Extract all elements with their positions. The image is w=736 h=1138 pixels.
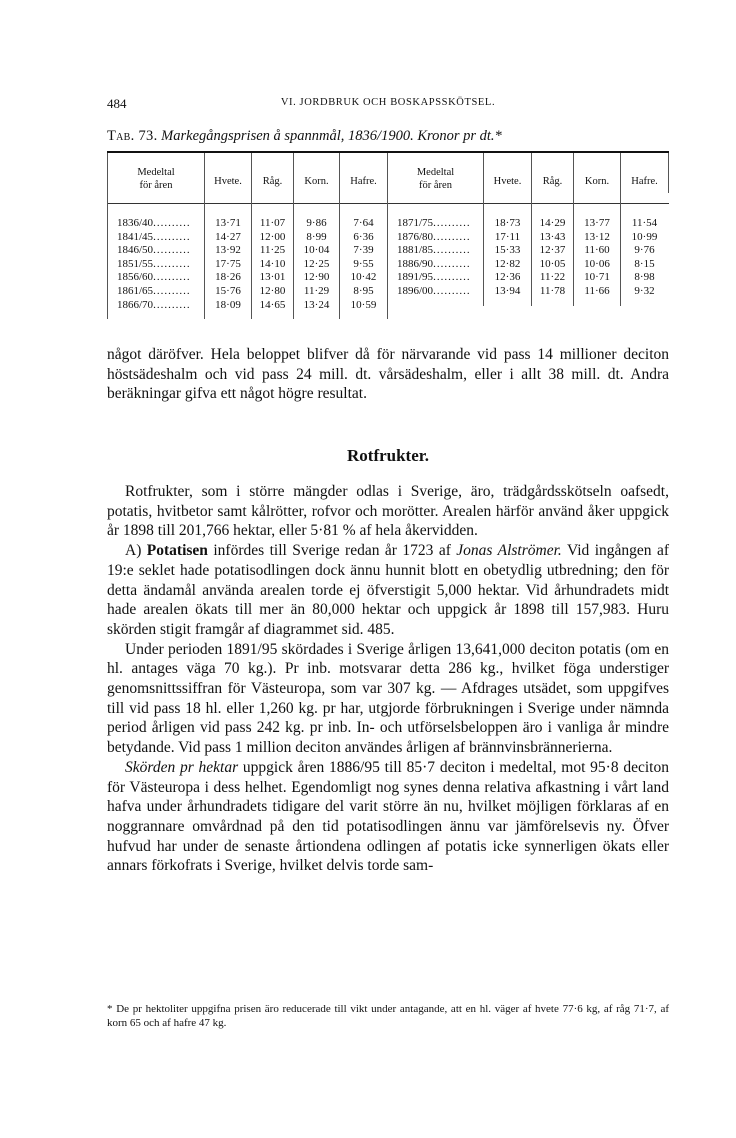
value-cell: 13·94: [494, 284, 521, 297]
value-cell: 12·25: [303, 257, 330, 270]
period-cell: 1861/65: [117, 284, 154, 297]
value-cell: 18·26: [215, 271, 241, 284]
period-header: [388, 166, 483, 192]
table-row: 1881/85 ..........: [397, 244, 471, 257]
price-table: [107, 151, 669, 321]
table-row: 1896/00 ..........: [397, 284, 471, 297]
korn-column: [574, 217, 620, 299]
period-cell: 1866/70: [117, 298, 154, 311]
table-row: 1836/40 ..........: [117, 217, 191, 229]
value-cell: 10·42: [350, 271, 377, 284]
value-cell: 10·06: [584, 257, 610, 270]
period-header-line2: för åren: [419, 180, 452, 191]
period-cell: 1881/85: [397, 244, 434, 257]
table-divider: [107, 153, 108, 319]
hvete-column: [484, 217, 531, 299]
rag-column: [532, 217, 573, 299]
text-run: Vid ingången af 19:e seklet hade potatisodlingen dock ännu hunnit blott en obetydlig utbredning; den för detta ändamål använda arealen torde ej öfverstigit 5,000 hektar. Vid århundradets midt hade arealen ökats till mer än 80,000 hektar och uppgick år 1898 till 157,983. Huru skörden stigit framgår af diagrammet sid. 485.: [107, 542, 669, 638]
rag-column: [252, 217, 293, 312]
period-cell: 1886/90: [397, 257, 434, 270]
value-cell: 12·37: [539, 244, 566, 257]
hvete-header: Hvete.: [493, 176, 522, 187]
section-body: [107, 482, 669, 876]
rag-header: Råg.: [262, 176, 283, 187]
term-potatisen: Potatisen: [146, 542, 208, 560]
value-cell: 8·15: [634, 257, 655, 270]
period-cell: 1896/00: [397, 284, 434, 297]
period-cell: 1836/40: [117, 217, 154, 229]
footnote: [107, 1002, 669, 1030]
hvete-header: Hvete.: [214, 176, 242, 187]
table-label: Tab. 73.: [107, 128, 158, 144]
text-run: infördes till Sverige redan år 1723 af: [207, 542, 457, 560]
footnote-text: * De pr hektoliter uppgifna prisen äro reducerade till vikt under antagande, att en hl. väger af hvete 77·6 kg, af råg 71·7, af korn 65 och af hafre 47 kg.: [107, 1003, 669, 1029]
table-row: 1886/90 ..........: [397, 257, 471, 270]
value-cell: 7·64: [353, 217, 374, 229]
table-row: 1861/65 ..........: [117, 284, 191, 297]
value-cell: 14·10: [259, 257, 286, 270]
rag-header: Råg.: [542, 176, 563, 187]
korn-header: Korn.: [304, 176, 329, 187]
value-cell: 11·22: [539, 271, 566, 284]
paragraph: något däröfver. Hela beloppet blifver då för närvarande vid pass 14 millioner deciton höstsädeshalm och vid pass 24 mill. dt. vårsädeshalm, eller i allt 38 mill. dt. Andra beräkningar gifva ett något högre resultat.: [107, 346, 669, 403]
period-cell: 1891/95: [397, 271, 434, 284]
item-label: A): [125, 542, 147, 560]
table-row: 1871/75 ..........: [397, 217, 471, 229]
period-cell: 1856/60: [117, 271, 154, 284]
value-cell: 13·92: [215, 244, 241, 257]
value-cell: 9·76: [634, 244, 655, 257]
period-cell: 1846/50: [117, 244, 154, 257]
period-header-line1: Medeltal: [416, 167, 455, 178]
paragraph: Rotfrukter, som i större mängder odlas i Sverige, äro, trädgårdsskötseln oafsedt, potatis, hvitbetor samt kålrötter, rofvor och morötter. Arealen härför använd åker uppgick år 1898 till 201,766 hektar, eller 5·81 % af hela åkervidden.: [107, 483, 669, 540]
value-cell: 11·25: [259, 244, 286, 257]
value-cell: 12·82: [494, 257, 521, 270]
table-row: 1851/55 ..........: [117, 257, 191, 270]
value-cell: 9·55: [353, 257, 374, 270]
value-cell: 14·29: [539, 217, 566, 229]
value-cell: 8·95: [353, 284, 374, 297]
value-cell: 11·54: [631, 217, 658, 229]
korn-header: Korn.: [584, 176, 610, 187]
value-cell: 9·32: [634, 284, 655, 297]
value-cell: 12·36: [494, 271, 521, 284]
period-cell: 1851/55: [117, 257, 154, 270]
table-top-rule: [107, 151, 669, 153]
value-cell: 7·39: [353, 244, 374, 257]
value-cell: 17·11: [494, 230, 521, 243]
value-cell: 10·05: [539, 257, 566, 270]
table-row: 1876/80 ..........: [397, 230, 471, 243]
running-header: [107, 96, 669, 112]
hafre-column: [621, 217, 668, 299]
page-number: 484: [107, 96, 127, 111]
period-cell: 1876/80: [397, 230, 434, 243]
korn-column: [294, 217, 339, 312]
table-row: 1846/50 ..........: [117, 244, 191, 257]
value-cell: 12·90: [303, 271, 330, 284]
period-cell: 1871/75: [397, 217, 434, 229]
person-name: Jonas Alströmer.: [456, 542, 562, 560]
hafre-header: Hafre.: [631, 176, 658, 187]
period-header: [109, 166, 203, 192]
value-cell: 6·36: [353, 230, 374, 243]
value-cell: 14·65: [259, 298, 286, 311]
value-cell: 13·12: [584, 230, 610, 243]
value-cell: 10·59: [350, 298, 377, 311]
value-cell: 11·60: [584, 244, 610, 257]
chapter-title: VI. JORDBRUK OCH BOSKAPSSKÖTSEL.: [280, 97, 496, 108]
value-cell: 10·99: [631, 230, 658, 243]
table-title: Markegångsprisen å spannmål, 1836/1900.: [161, 128, 414, 144]
value-cell: 18·09: [215, 298, 241, 311]
paragraph: Under perioden 1891/95 skördades i Sverige årligen 13,641,000 deciton potatis (om en hl. antages väga 70 kg.). Pr inb. motsvarar detta 286 kg., hvilket föga understiger genomsnittssiffran för Västeuropa, som var 307 kg. — Afdrages utsädet, som uppgifves till vid pass 18 hl. eller 1,260 kg. pr har, utgjorde förbrukningen i Sverige under nämnda period årligen vid pass 242 kg. pr inb. In- och utförselsbeloppen äro i vanliga år mindre betydande. Vid pass 1 million deciton användes årligen af brännvinsbrännerierna.: [107, 640, 669, 757]
value-cell: 11·07: [259, 217, 286, 229]
paragraph-continuation: [107, 345, 669, 404]
emphasis-term: Skörden pr hektar: [125, 758, 239, 776]
value-cell: 15·33: [494, 244, 521, 257]
value-cell: 14·27: [215, 230, 241, 243]
section-heading: Rotfrukter.: [347, 446, 429, 465]
hvete-column: [205, 217, 251, 312]
value-cell: 13·43: [539, 230, 566, 243]
period-header-line2: för åren: [139, 180, 173, 191]
text-run: uppgick åren 1886/95 till 85·7 deciton i medeltal, mot 95·8 deciton för Västeuropa i dess helhet. Egendomligt nog synes denna relativa afkastning i vårt land hafva under århundradets tidigare del varit större än nu, hvilket möjligen förklaras af en noggrannare omvårdnad på den tid potatisodlingen ännu var jämförelsevis ny. Öfver hufvud har under de senaste årtiondena odlingen af potatis icke synnerligen ökats eller annars förkofrats i Sverige, hvilket delvis torde sam-: [107, 758, 669, 875]
value-cell: 10·04: [303, 244, 330, 257]
table-row: 1841/45 ..........: [117, 230, 191, 243]
value-cell: 11·29: [303, 284, 330, 297]
table-row: 1866/70 ..........: [117, 298, 191, 311]
period-cell: 1841/45: [117, 230, 154, 243]
value-cell: 10·71: [584, 271, 610, 284]
period-column: [397, 217, 483, 299]
paragraph: [107, 541, 669, 640]
value-cell: 13·77: [584, 217, 610, 229]
value-cell: 12·00: [259, 230, 286, 243]
value-cell: 13·01: [259, 271, 286, 284]
value-cell: 11·78: [539, 284, 566, 297]
value-cell: 12·80: [259, 284, 286, 297]
value-cell: 9·86: [306, 217, 327, 229]
table-caption: [107, 128, 677, 145]
value-cell: 18·73: [494, 217, 521, 229]
table-divider: [668, 153, 669, 193]
table-row: 1856/60 ..........: [117, 271, 191, 284]
value-cell: 13·71: [215, 217, 241, 229]
paragraph: [107, 758, 669, 876]
value-cell: 8·98: [634, 271, 655, 284]
value-cell: 15·76: [215, 284, 241, 297]
period-column: [117, 217, 203, 312]
value-cell: 17·75: [215, 257, 241, 270]
value-cell: 11·66: [584, 284, 610, 297]
hafre-column: [340, 217, 387, 312]
table-header-rule: [107, 203, 669, 204]
period-header-line1: Medeltal: [137, 167, 175, 178]
value-cell: 8·99: [306, 230, 327, 243]
value-cell: 13·24: [303, 298, 330, 311]
table-row: 1891/95 ..........: [397, 271, 471, 284]
table-unit: Kronor pr dt.*: [417, 128, 502, 144]
hafre-header: Hafre.: [350, 176, 377, 187]
